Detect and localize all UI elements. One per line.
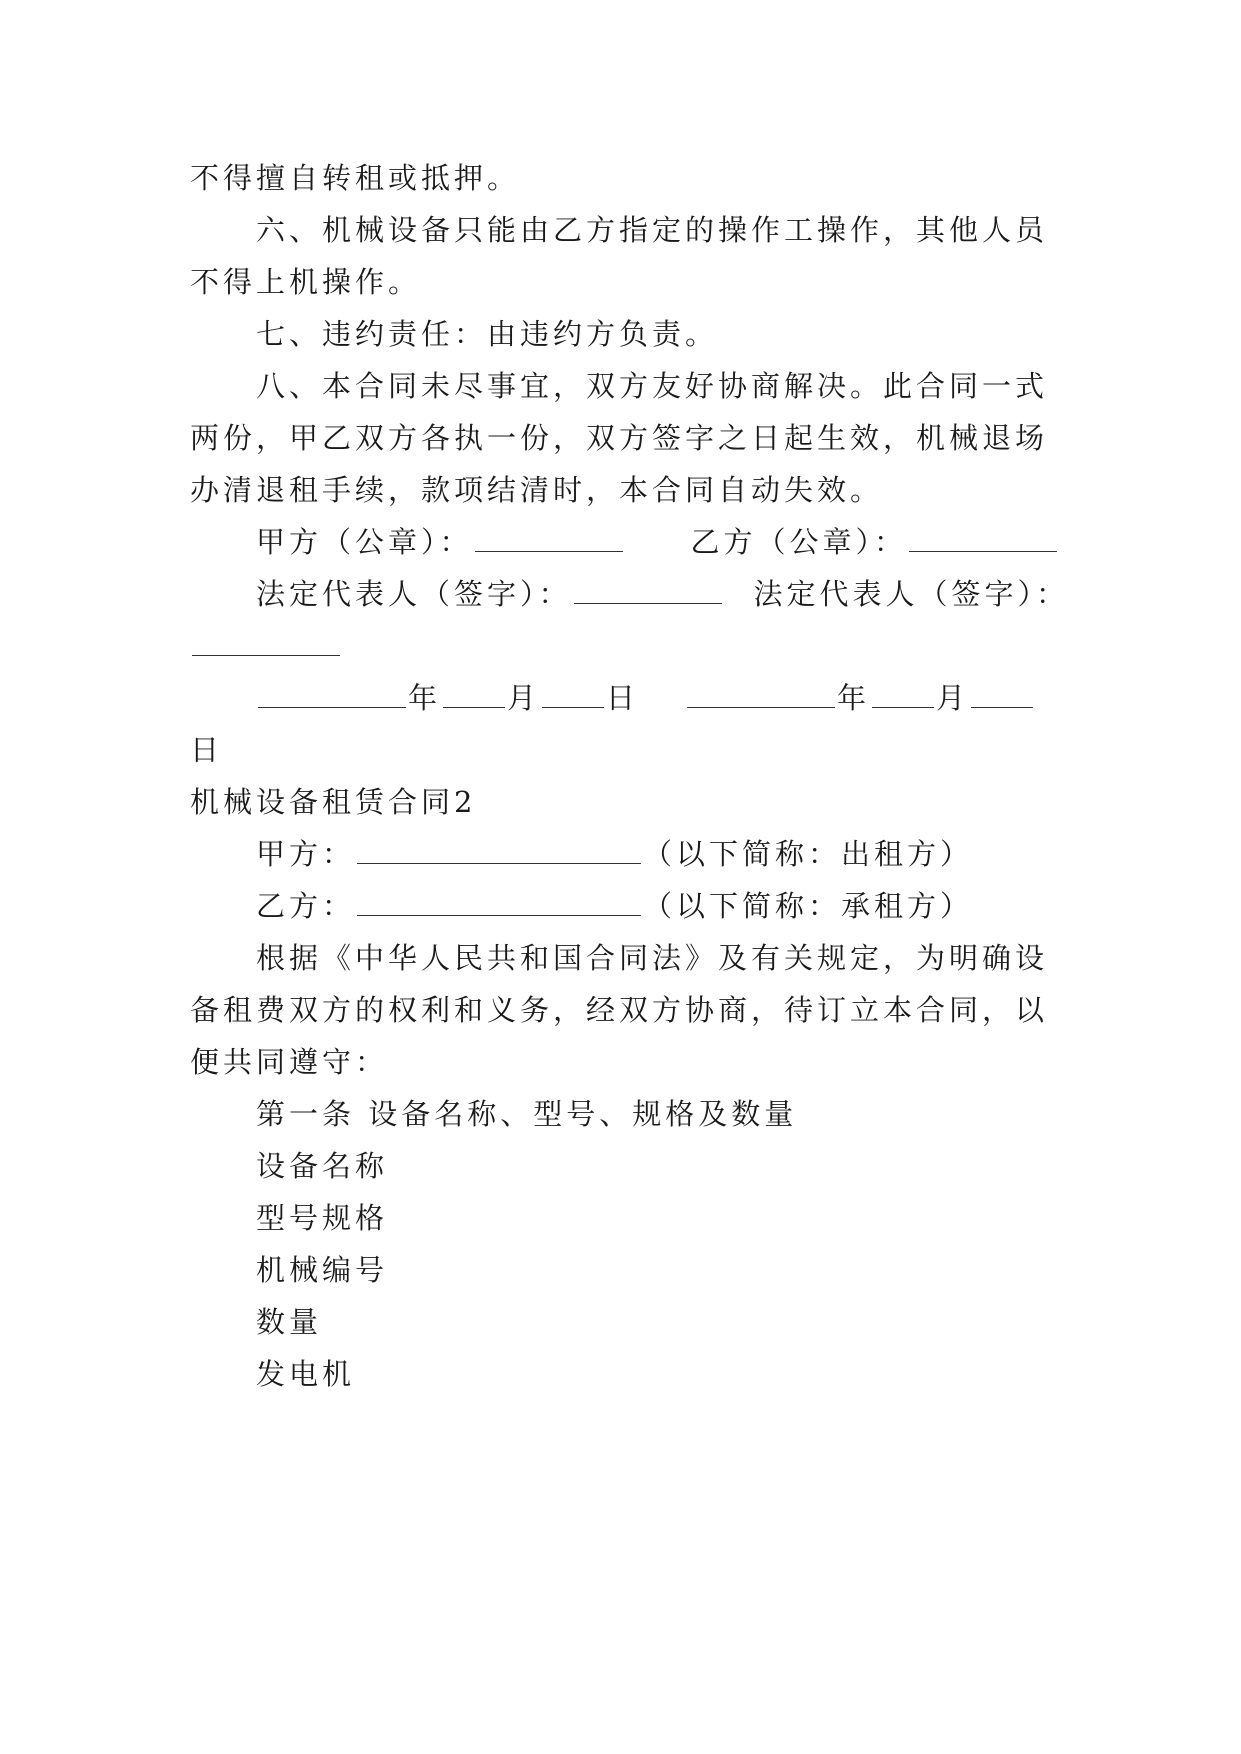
legal-rep-b-row: [190, 626, 342, 666]
legal-rep-row: [256, 574, 1069, 614]
legal-rep-b-label: 法定代表人（签字）：: [753, 577, 1070, 611]
day-a-blank[interactable]: [542, 681, 604, 708]
party-a-label: 甲方：: [256, 837, 356, 871]
item-equipment-name: 设备名称: [256, 1149, 389, 1183]
party-a-seal-label: 甲方（公章）：: [256, 525, 473, 559]
month-a-blank[interactable]: [443, 681, 505, 708]
item-serial-number: 机械编号: [256, 1253, 389, 1287]
text-line: 不得上机操作。: [190, 265, 422, 299]
text-line: 办清退租手续，款项结清时，本合同自动失效。: [190, 473, 884, 507]
item-model-spec: 型号规格: [256, 1201, 389, 1235]
preamble-line: 根据《中华人民共和国合同法》及有关规定，为明确设: [256, 941, 1049, 975]
legal-rep-a-blank[interactable]: [574, 577, 722, 604]
clause-eight: 八、本合同未尽事宜，双方友好协商解决。此合同一式: [256, 369, 1049, 403]
party-b-seal-label: 乙方（公章）：: [690, 525, 908, 559]
item-generator: 发电机: [256, 1357, 356, 1391]
item-quantity: 数量: [256, 1305, 323, 1339]
text-line: 两份，甲乙双方各执一份，双方签字之日起生效，机械退场: [190, 421, 1049, 455]
day-wrap: 日: [190, 733, 224, 767]
clause-seven: 七、违约责任：由违约方负责。: [256, 317, 719, 351]
month-b-blank[interactable]: [872, 681, 934, 708]
party-b-seal-blank[interactable]: [909, 525, 1057, 552]
contract-title: 机械设备租赁合同2: [190, 785, 477, 819]
month-label: 月: [936, 681, 970, 715]
article-one-heading: 第一条 设备名称、型号、规格及数量: [256, 1097, 798, 1131]
year-a-blank[interactable]: [258, 681, 406, 708]
year-label: 年: [408, 681, 442, 715]
clause-six: 六、机械设备只能由乙方指定的操作工操作，其他人员: [256, 213, 1049, 247]
legal-rep-b-blank[interactable]: [192, 629, 340, 656]
preamble-line: 备租费双方的权利和义务，经双方协商，待订立本合同，以: [190, 993, 1049, 1027]
month-label: 月: [507, 681, 541, 715]
preamble-line: 便共同遵守：: [190, 1045, 389, 1079]
party-b-label: 乙方：: [256, 889, 356, 923]
seal-row: [256, 522, 1059, 562]
party-a-row: [256, 834, 973, 874]
party-a-seal-blank[interactable]: [475, 525, 623, 552]
year-label: 年: [837, 681, 871, 715]
legal-rep-a-label: 法定代表人（签字）：: [256, 577, 572, 611]
text-line: 不得擅自转租或抵押。: [190, 161, 521, 195]
party-a-note: （以下简称：出租方）: [643, 837, 974, 871]
party-a-blank[interactable]: [357, 837, 641, 864]
party-b-blank[interactable]: [357, 889, 641, 916]
date-row: [256, 678, 1035, 718]
day-b-blank[interactable]: [971, 681, 1033, 708]
day-label: 日: [606, 681, 640, 715]
year-b-blank[interactable]: [687, 681, 835, 708]
party-b-note: （以下简称：承租方）: [643, 889, 974, 923]
party-b-row: [256, 886, 973, 926]
